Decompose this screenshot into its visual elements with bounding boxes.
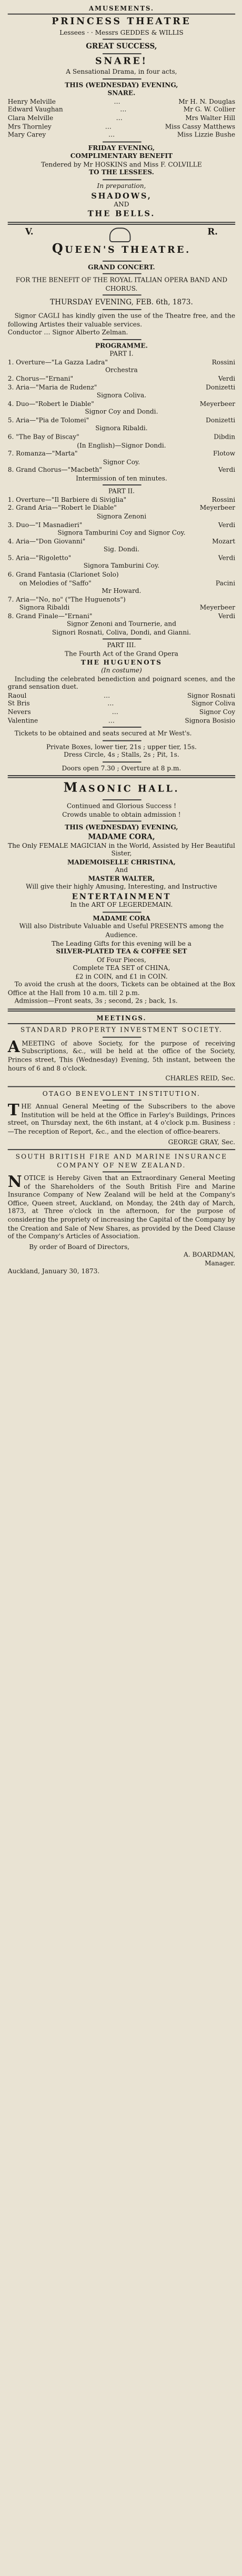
queens-title: QUEEN'S THEATRE. [52,242,191,257]
manager-name: A. BOARDMAN, [184,1251,236,1259]
programme-performer: Signor Coy. [103,458,140,466]
standard-society-notice [8,1026,235,1083]
notice: Signor CAGLI has kindly given the use of the Theatre free, and the following Artistes their valuable services. [7,312,236,329]
programme-performer: Signor Coy and Dondi. [85,408,158,416]
programme-performer: Signor Zenoni and Tournerie, and [66,620,176,628]
princess-theatre-ad [8,17,235,219]
great-success: GREAT SUCCESS, [86,42,157,51]
programme-performer: Orchestra [105,366,138,375]
programme-performer: (In English)—Signor Dondi. [77,441,166,449]
programme-item: 3. Duo—"I Masnadieri" Verdi [7,521,236,529]
benefit-line: COMPLIMENTARY BENEFIT [70,152,173,161]
costume-note: (In costume) [101,667,142,675]
only-magician: The Only FEMALE MAGICIAN in the World, Assisted by Her Beautiful Sister, [7,841,235,858]
conductor: Conductor … Signor Alberto Zelman. [7,329,128,336]
cast-row: Edward Vaughan … Mr G. W. Collier [7,106,236,114]
meetings-header: MEETINGS. [8,1015,235,1025]
programme-item: 8. Grand Finale—"Ernani" Verdi [7,612,236,620]
shadows-title: SHADOWS, [91,190,152,200]
divider [102,309,141,310]
bells-title: THE BELLS. [87,209,156,219]
section-divider [8,776,235,779]
divider [102,261,141,262]
divider [102,727,141,728]
divider [102,639,141,640]
crush-note: To avoid the crush at the doors, Tickets can be obtained at the Box Office at the Hall from 10 a.m. till 2 p.m. [7,980,236,997]
princess-lessees: Lessees · · Messrs GEDDES & WILLIS [59,28,184,37]
programme-item: on Melodies of "Saffo" Pacini [19,579,236,587]
divider [102,740,141,741]
standard-body: AMEETING of above Society, for the purpose of receiving Subscriptions, &c., will be held at the office of the Society, Princes street, This (Wednesday) Evening, 5th instant, between the hours of 6 and 8 o'clock. [7,1037,236,1073]
programme-item: 4. Aria—"Don Giovanni" Mozart [7,537,236,546]
preparation: In preparation, [97,182,146,190]
cast-row: Valentine … Signora Bosisio [7,716,236,725]
royal-crest-line: V. R. [8,227,235,242]
divider [102,39,141,40]
cast-row: Mary Carey … Miss Lizzie Bushe [7,131,236,139]
programme-performer: Mr Howard. [102,587,142,595]
doors-open: Doors open 7.30 ; Overture at 8 p.m. [62,764,182,772]
divider [102,295,141,296]
divider [102,911,141,913]
part2-list [8,496,235,637]
divider [102,799,141,800]
huguenots-cast [8,691,235,725]
divider [102,273,141,274]
manager-title: Manager. [205,1259,236,1267]
programme-item: 7. Aria—"No, no" ("The Huguenots") [7,595,126,603]
concert-date: THURSDAY EVENING, FEB. 6th, 1873. [50,298,193,307]
standard-title: STANDARD PROPERTY INVESTMENT SOCIETY. [20,1026,223,1034]
royal-crest-icon [110,227,131,242]
master-walter: MASTER WALTER, [88,875,155,883]
cast-list [8,98,235,140]
cast-row: Mrs Thornley … Miss Cassy Matthews [7,122,236,131]
south-british-notice [8,1153,235,1276]
amusements-header: AMUSEMENTS. [8,5,235,15]
programme-performer: Signora Ribaldi. [95,424,148,433]
part3-sub: The Fourth Act of the Grand Opera [64,650,178,658]
divider [102,141,141,142]
part3-title: PART III. [107,641,136,650]
programme-item: 6. Grand Fantasia (Clarionet Solo) [7,570,119,579]
art-line: In the ART OF LEGERDEMAIN. [70,901,173,909]
madame-cora-2: MADAME CORA [93,914,150,923]
tonight-play: SNARE. [107,89,136,97]
programme-performer: Signora Tamburini Coy. [83,562,160,570]
programme-item: 5. Aria—"Pia de Tolomei" Donizetti [7,416,236,424]
otago-body: THE Annual General Meeting of the Subscribers to the above Institution will be held at the Office in Farley's Buildings, Princes street, on Thursday next, the 6th instant, at 4 o'clock p.m. Business :—The reception of Report, &c., and the election of office-bearers. [7,1101,236,1136]
cast-row: Clara Melville … Mrs Walter Hill [7,114,236,122]
divider [102,761,141,762]
leading-gifts: The Leading Gifts for this evening will be a [51,939,191,947]
divider [102,339,141,340]
huguenots-title: THE HUGUENOTS [80,658,163,667]
coin-line: £2 in COIN, and £1 in COIN. [75,972,168,980]
cast-row: Raoul … Signor Rosnati [7,691,236,700]
programme-performer: Signora Coliva. [96,391,147,400]
madame-cora: MADAME CORA, [88,832,155,841]
programme-item: 6. "The Bay of Biscay" Dibdin [7,433,236,441]
notice-date: Auckland, January 30, 1873. [7,1267,100,1276]
programme-item: 1. Overture—"La Gazza Ladra" Rossini [7,358,236,366]
programme-item: 2. Chorus—"Ernani" Verdi [7,375,236,383]
cast-row: Henry Melville … Mr H. N. Douglas [7,97,236,106]
programme-performer: Sig. Dondi. [103,546,139,554]
will-give: Will give their highly Amusing, Interesting, and Instructive [26,883,217,891]
programme-performer: Signori Rosnati, Coliva, Dondi, and Gianni. [52,628,191,637]
circle-price: Dress Circle, 4s ; Stalls, 2s ; Pit, 1s. [64,751,179,759]
four-pieces: Of Four Pieces, [96,956,146,964]
tonight-line: THIS (WEDNESDAY) EVENING, [65,824,178,832]
friday-line: FRIDAY EVENING, [88,144,155,152]
divider [102,821,141,822]
snare-title: SNARE! [95,56,148,67]
programme-item: 7. Romanza—"Marta" Flotow [7,449,236,458]
divider [102,485,141,486]
order-line: By order of Board of Directors, [29,1243,130,1251]
programme-performer: Signora Zenoni [96,512,147,521]
divider [102,78,141,80]
interval: Intermission of ten minutes. [76,474,167,482]
and-word: And [115,866,128,875]
section-divider [8,1149,235,1150]
standard-signature: CHARLES REID, Sec. [165,1074,236,1083]
masonic-hall-ad [8,781,235,1006]
tendered-line: Tendered by Mr HOSKINS and Miss F. COLVILLE [41,161,202,169]
queens-theatre-ad [8,227,235,772]
to-lessees: TO THE LESSEES. [88,169,154,177]
programme-item: 8. Grand Chorus—"Macbeth" Verdi [7,466,236,474]
china-set: Complete TEA SET of CHINA, [73,964,170,972]
section-divider [8,222,235,225]
section-divider [8,1008,235,1012]
continued-line: Continued and Glorious Success ! [66,802,176,810]
boxes-price: Private Boxes, lower tier, 21s ; upper tier, 15s. [46,742,197,751]
south-british-title: SOUTH BRITISH FIRE AND MARINE INSURANCE COMPANY OF NEW ZEALAND. [15,1153,228,1170]
otago-title: OTAGO BENEVOLENT INSTITUTION. [42,1089,201,1098]
programme: PROGRAMME. [95,342,148,350]
tickets-note: Tickets to be obtained and seats secured at Mr West's. [14,729,192,738]
divider [102,179,141,180]
programme-item: 5. Aria—"Rigoletto" Verdi [7,554,236,562]
cast-row: Nevers … Signor Coy [7,708,236,716]
programme-item: Signora Ribaldi Meyerbeer [19,603,236,612]
part2-title: PART II. [108,488,135,496]
part1-title: PART I. [109,350,134,358]
column-content [0,0,242,1276]
sensation-line: A Sensational Drama, in four acts, [66,68,177,76]
programme-item: 1. Overture—"Il Barbiere di Siviglia" Rossini [7,496,236,504]
cast-row: St Bris … Signor Coliva [7,700,236,708]
benefit-line: FOR THE BENEFIT OF THE ROYAL ITALIAN OPERA BAND AND CHORUS. [15,276,228,293]
divider [102,1100,141,1101]
otago-signature: GEORGE GRAY, Sec. [168,1138,236,1146]
distribute-line: Will also Distribute Valuable and Useful PRESENTS among the Audience. [19,923,224,939]
programme-item: 3. Aria—"Maria de Rudenz" Donizetti [7,383,236,391]
programme-item: 4. Duo—"Robert le Diable" Meyerbeer [7,400,236,408]
silver-set: SILVER-PLATED TEA & COFFEE SET [56,947,187,956]
grand-concert: GRAND CONCERT. [88,263,155,271]
princess-title: PRINCESS THEATRE [52,16,191,28]
programme-performer: Signora Tamburini Coy and Signor Coy. [57,529,186,537]
crowds-line: Crowds unable to obtain admission ! [62,810,181,819]
divider [102,1172,141,1173]
christina: MADEMOISELLE CHRISTINA, [67,858,176,866]
entertainment: ENTERTAINMENT [72,891,172,901]
divider [102,53,141,54]
admission: Admission—Front seats, 3s ; second, 2s ; back, 1s. [14,997,178,1005]
programme-item: 2. Grand Aria—"Robert le Diable" Meyerbeer [7,504,236,512]
masonic-title: MASONIC HALL. [63,781,180,796]
section-divider [8,1086,235,1087]
south-british-body: NOTICE is Hereby Given that an Extraordinary General Meeting of the Shareholders of the South British Fire and Marine Insurance Company of New Zealand will be held at the Company's Office, Queen street, Auckland, on Monday, the 24th day of March, 1873, at Three o'clock in the afternoon, for the purpose of considering the propriety of increasing the Capital of the Company by the Creation and Sale of New Shares, as provided by the Deed Clause of the Company's Articles of Association. [7,1172,236,1241]
divider [102,1037,141,1038]
otago-benevolent-notice [8,1090,235,1146]
part1-list [8,359,235,475]
including-note: Including the celebrated benediction and poignard scenes, and the grand sensation duet. [7,675,236,691]
tonight-line: THIS (WEDNESDAY) EVENING, [65,81,178,89]
and-word: AND [114,200,129,209]
